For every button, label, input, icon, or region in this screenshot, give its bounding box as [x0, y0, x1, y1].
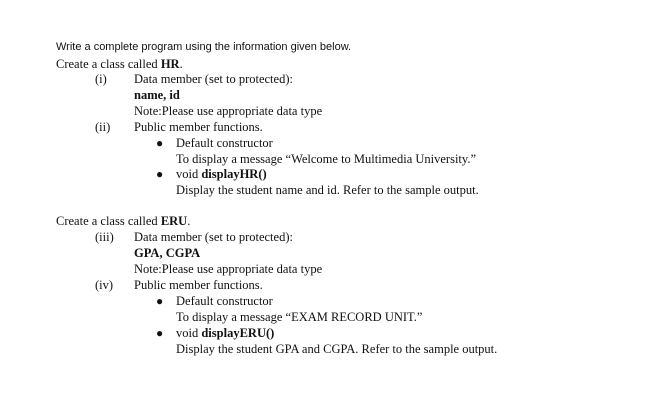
- eru-display-function: [176, 326, 274, 341]
- eru-display-prefix: void: [176, 326, 202, 340]
- bullet-icon: ●: [156, 294, 164, 308]
- item-ii-number: (ii): [95, 120, 111, 134]
- hr-heading-prefix: Create a class called: [56, 57, 161, 71]
- bullet-icon: ●: [156, 136, 164, 150]
- eru-class-heading: [56, 214, 190, 229]
- eru-members: GPA, CGPA: [134, 246, 201, 260]
- eru-display-desc: Display the student GPA and CGPA. Refer to the sample output.: [176, 342, 498, 356]
- hr-note: Note:Please use appropriate data type: [134, 104, 323, 118]
- intro-text: Write a complete program using the information given below.: [56, 41, 352, 53]
- hr-display-desc: Display the student name and id. Refer to the sample output.: [176, 183, 479, 197]
- hr-display-prefix: void: [176, 167, 202, 181]
- item-iv-number: (iv): [95, 278, 114, 292]
- eru-constructor-desc: To display a message “EXAM RECORD UNIT.”: [176, 310, 423, 324]
- item-iv-text: Public member functions.: [134, 278, 263, 292]
- hr-heading-name: HR: [160, 57, 180, 71]
- eru-heading-prefix: Create a class called: [56, 214, 161, 228]
- item-i-text: Data member (set to protected):: [134, 72, 293, 86]
- bullet-icon: ●: [156, 326, 164, 340]
- item-iii-number: (iii): [95, 230, 114, 244]
- eru-note: Note:Please use appropriate data type: [134, 262, 323, 276]
- eru-constructor-label: Default constructor: [176, 294, 273, 308]
- eru-display-name: displayERU(): [201, 326, 275, 340]
- bullet-icon: ●: [156, 167, 164, 181]
- eru-heading-name: ERU: [160, 214, 188, 228]
- hr-constructor-label: Default constructor: [176, 136, 273, 150]
- eru-heading-suffix: .: [187, 214, 191, 228]
- hr-display-name: displayHR(): [201, 167, 267, 181]
- hr-heading-suffix: .: [179, 57, 183, 71]
- item-i-number: (i): [95, 72, 107, 86]
- item-iii-text: Data member (set to protected):: [134, 230, 293, 244]
- hr-display-function: [176, 167, 267, 182]
- hr-members: name, id: [134, 88, 180, 102]
- hr-constructor-desc: To display a message “Welcome to Multimedia University.”: [176, 152, 477, 166]
- hr-class-heading: [56, 57, 183, 72]
- item-ii-text: Public member functions.: [134, 120, 263, 134]
